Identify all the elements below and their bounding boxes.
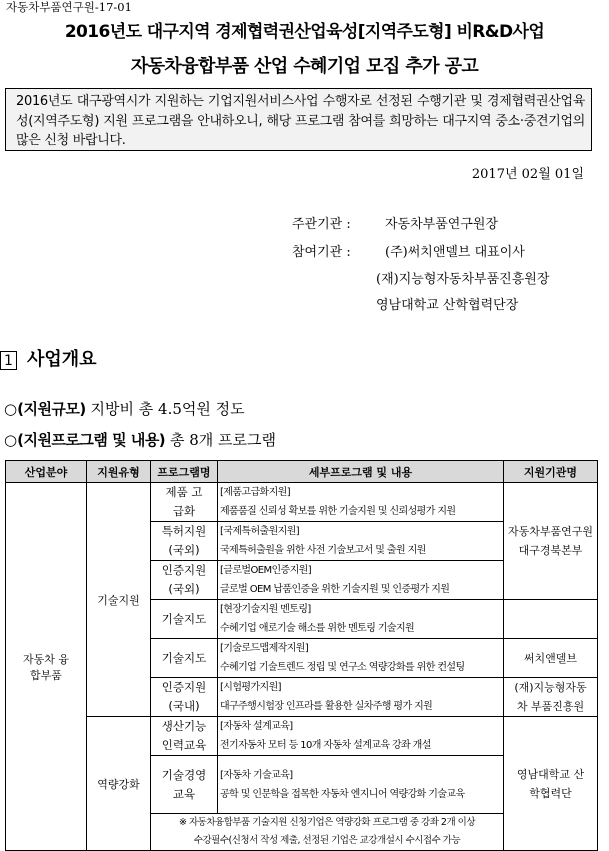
table-header-row [6,461,598,483]
agency-yu: 영남대학교 산학협력단 [504,717,598,851]
program-detail [218,600,504,639]
section-number-box: 1 [0,351,17,370]
header-industry: 산업분야 [6,461,87,483]
header-program: 프로그램명 [151,461,218,483]
detail-text: 글로벌 OEM 납품인증을 위한 기술지원 및 인증평가 지원 [220,584,450,595]
partner-org-1: (주)써치앤델브 대표이사 [385,245,525,260]
note-line-2: 수강필수(신청서 작성 제출, 선정된 기업은 교강개설시 수시접수 가능 [193,835,461,846]
detail-title: [국제특허출원지원] [220,526,300,537]
program-name: 인증지원 (국외) [151,561,218,600]
program-name: 인증지원 (국내) [151,678,218,717]
detail-text: 제품품질 신뢰성 확보를 위한 기술지원 및 신뢰성평가 지원 [220,506,456,517]
program-name: 생산기능 인력교육 [151,717,218,756]
section-heading [0,345,97,371]
announcement-date: 2017년 02월 01일 [471,167,584,182]
detail-title: [글로벌OEM인증지원] [220,565,312,576]
program-name: 기술경영 교육 [151,756,218,814]
program-detail [218,522,504,561]
agency-ias: (재)지능형자동차 부품진흥원 [504,678,598,717]
agency-kat: 자동차부품연구원 대구경북본부 [504,483,598,600]
detail-text: 대구주행시험장 인프라를 활용한 실차주행 평가 지원 [220,701,433,712]
detail-title: [현장기술지원 멘토링] [220,604,311,615]
table-row [6,483,598,522]
program-detail [218,717,504,756]
bullet-support-scale [4,398,245,419]
agency-search: 써치앤델브 [504,639,598,678]
table-row [6,717,598,756]
document-number: 자동차부품연구원-17-01 [6,0,132,14]
program-detail [218,561,504,600]
detail-text: 공학 및 인문학을 접목한 자동차 엔지니어 역량강화 기술교육 [220,788,465,800]
partner-org-2: (재)지능형자동차부품진흥원장 [376,272,550,287]
host-org: 자동차부품연구원장 [385,217,499,232]
detail-text: 전기자동차 모터 등 10개 자동차 설계교육 강좌 개설 [220,740,431,751]
intro-box: 2016년도 대구광역시가 지원하는 기업지원서비스사업 수행자로 선정된 수행기관 및 경제협력권산업육성(지역주도형) 지원 프로그램을 안내하오니, 해당 프로그램 참여를 희망하는 대구지역 중소·중견기업의 많은 신청 바랍니다. [5,88,592,151]
agency-kat-cont [504,600,598,639]
bullet-label: (지원규모) [17,400,86,418]
note-line-1: ※ 자동차융합부품 기술지원 신청기업은 역량강화 프로그램 중 강좌 2개 이상 [179,817,475,828]
program-detail [218,678,504,717]
detail-text: 국제특허출원을 위한 사전 기술보고서 및 출원 지원 [220,545,426,556]
title-line-2: 자동차융합부품 산업 수혜기업 모집 추가 공고 [130,56,479,77]
bullet-marker: ○ [4,400,18,418]
program-detail [218,639,504,678]
partner-label: 참여기관 : [292,245,351,260]
section-title: 사업개요 [27,349,97,370]
bullet-text: 지방비 총 4.5억원 정도 [90,400,245,418]
program-detail [218,483,504,522]
program-name: 제품 고급화 [151,483,218,522]
program-name: 기술지도 [151,639,218,678]
bullet-label: (지원프로그램 및 내용) [17,431,166,449]
type-capacity-cell: 역량강화 [87,717,151,851]
detail-text: 수혜기업 애로기술 해소를 위한 멘토링 기술지원 [220,623,415,634]
header-type: 지원유형 [87,461,151,483]
detail-title: [자동차 설계교육] [220,721,293,732]
detail-title: [시험평가지원] [220,682,281,693]
program-name: 특허지원 (국외) [151,522,218,561]
type-tech-cell: 기술지원 [87,483,151,717]
detail-text: 수혜기업 기술트렌드 정립 및 연구소 역량강화를 위한 컨설팅 [220,662,465,673]
program-table [5,460,598,851]
detail-title: [기술로드맵제작지원] [220,643,309,654]
industry-cell: 자동차 융합부품 [6,483,87,851]
host-label: 주관기관 : [292,217,351,232]
header-agency: 지원기관명 [504,461,598,483]
program-detail [218,756,504,814]
table-note [151,814,504,851]
bullet-text: 총 8개 프로그램 [169,431,276,449]
detail-title: [자동차 기술교육] [220,769,293,781]
title-line-1: 2016년도 대구지역 경제협력권산업육성[지역주도형] 비R&D사업 [64,22,545,42]
partner-org-3: 영남대학교 산학협력단장 [376,298,519,313]
bullet-marker: ○ [4,431,18,449]
detail-title: [제품고급화지원] [220,487,291,498]
bullet-support-programs [4,429,276,450]
program-name: 기술지도 [151,600,218,639]
header-detail: 세부프로그램 및 내용 [218,461,504,483]
